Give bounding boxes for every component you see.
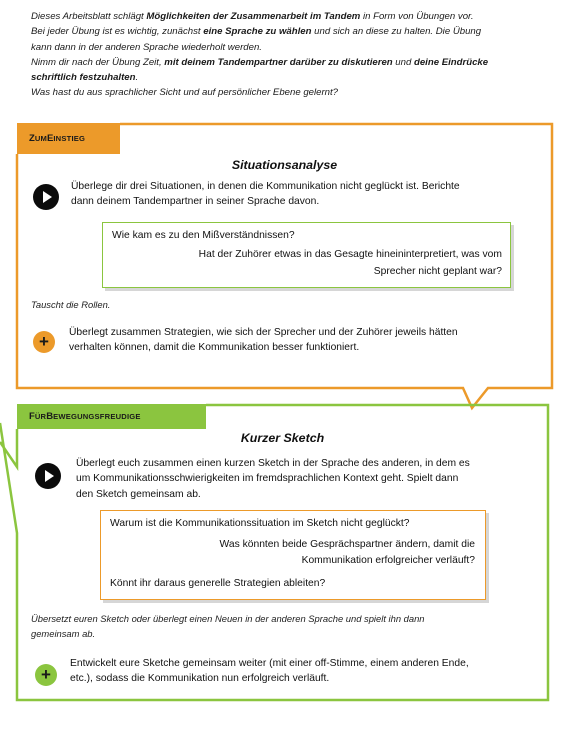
section1-question-box [102,222,511,288]
question-text: Wie kam es zu den Mißverständnissen? [112,230,295,241]
question-text: Könnt ihr daraus generelle Strategien ableiten? [110,578,326,589]
note-line: Übersetzt euren Sketch oder überlegt einen Neuen in der anderen Sprache und spielt ihn dann [31,613,425,624]
section2-task-text [76,456,534,502]
play-circle-icon [33,184,59,210]
intro-bold-span: mit deinem Tandempartner darüber zu diskutieren [164,56,393,68]
section2-extension-text [70,656,536,687]
section2-title: Kurzer Sketch [240,431,325,445]
intro-line: Was hast du aus sprachlicher Sicht und auf persönlicher Ebene gelernt? [31,87,339,99]
task-line: Überlegt euch zusammen einen kurzen Sketch in der Sprache des anderen, in dem es [76,458,470,469]
tab-letters: INSTIEG [53,134,86,143]
task-line: Überlege dir drei Situationen, in denen die Kommunikation nicht geglückt ist. Berichte [71,181,460,192]
plus-circle-icon: + [33,331,55,353]
intro-bold-span: eine Sprache zu wählen [203,26,312,38]
question-text: Hat der Zuhörer etwas in das Gesagte hineininterpretiert, was vom [198,249,502,260]
section1-task-text [71,179,535,210]
section2-note [31,612,536,641]
intro-text-span: Bei jeder Übung ist es wichtig, zunächst [31,26,204,38]
question-text: Sprecher nicht geplant war? [373,266,502,277]
task-line: um Kommunikationsschwierigkeiten im fremdsprachlichen Kontext geht. Spielt dann [76,473,459,485]
intro-text-span: in Form von Übungen vor. [360,11,474,22]
section1-note: Tauscht die Rollen. [31,299,111,310]
play-circle-icon [35,463,61,489]
tab-letter: B [46,411,54,422]
intro-text-span: Nimm dir nach der Übung Zeit, [31,56,165,68]
note-line: gemeinsam ab. [31,627,96,639]
intro-text-span: Dieses Arbeitsblatt schlägt [31,11,147,22]
plus-circle-icon: + [35,664,57,686]
section2-question-box [100,510,486,600]
task-line: den Sketch gemeinsam ab. [76,488,201,500]
intro-bold-span: deine Eindrücke [413,56,489,68]
intro-text-span: . [135,72,139,84]
tab-letters: ÜR [34,412,47,421]
section2-tab-label [17,404,206,429]
tab-letter: F [29,411,35,422]
extension-line: Entwickelt eure Sketche gemeinsam weiter (mit einer off-Stimme, einem anderen Ende, [70,658,469,669]
question-text: Kommunikation erfolgreicher verläuft? [301,555,475,566]
intro-text-span: und [392,56,414,68]
question-text: Warum ist die Kommunikationssituation im Sketch nicht geglückt? [110,518,410,529]
task-line: dann deinem Tandempartner in seiner Sprache davon. [71,196,320,208]
section1-title: Situationsanalyse [231,158,338,172]
intro-line: kann dann in der anderen Sprache wiederholt werden. [31,41,262,53]
tab-letter: Z [29,133,35,144]
extension-line: etc.), sodass die Kommunikation nun erfolgreich verläuft. [70,673,330,685]
section1-extension-text [69,325,536,356]
tab-letters: UM [34,134,48,143]
tab-letters: EWEGUNGSFREUDIGE [53,412,141,421]
extension-line: Überlegt zusammen Strategien, wie sich der Sprecher und der Zuhörer jeweils hätten [69,327,458,338]
section1-tab-label [17,123,120,154]
question-text: Was könnten beide Gesprächspartner ändern, damit die [219,539,475,550]
intro-bold-span: Möglichkeiten der Zusammenarbeit im Tandem [146,11,361,22]
extension-line: verhalten können, damit die Kommunikation besser funktioniert. [69,342,360,354]
intro-bold-span: schriftlich festzuhalten [31,72,136,84]
intro-text-span: und sich an diese zu halten. Die Übung [311,26,482,38]
tab-letter: E [47,133,54,144]
